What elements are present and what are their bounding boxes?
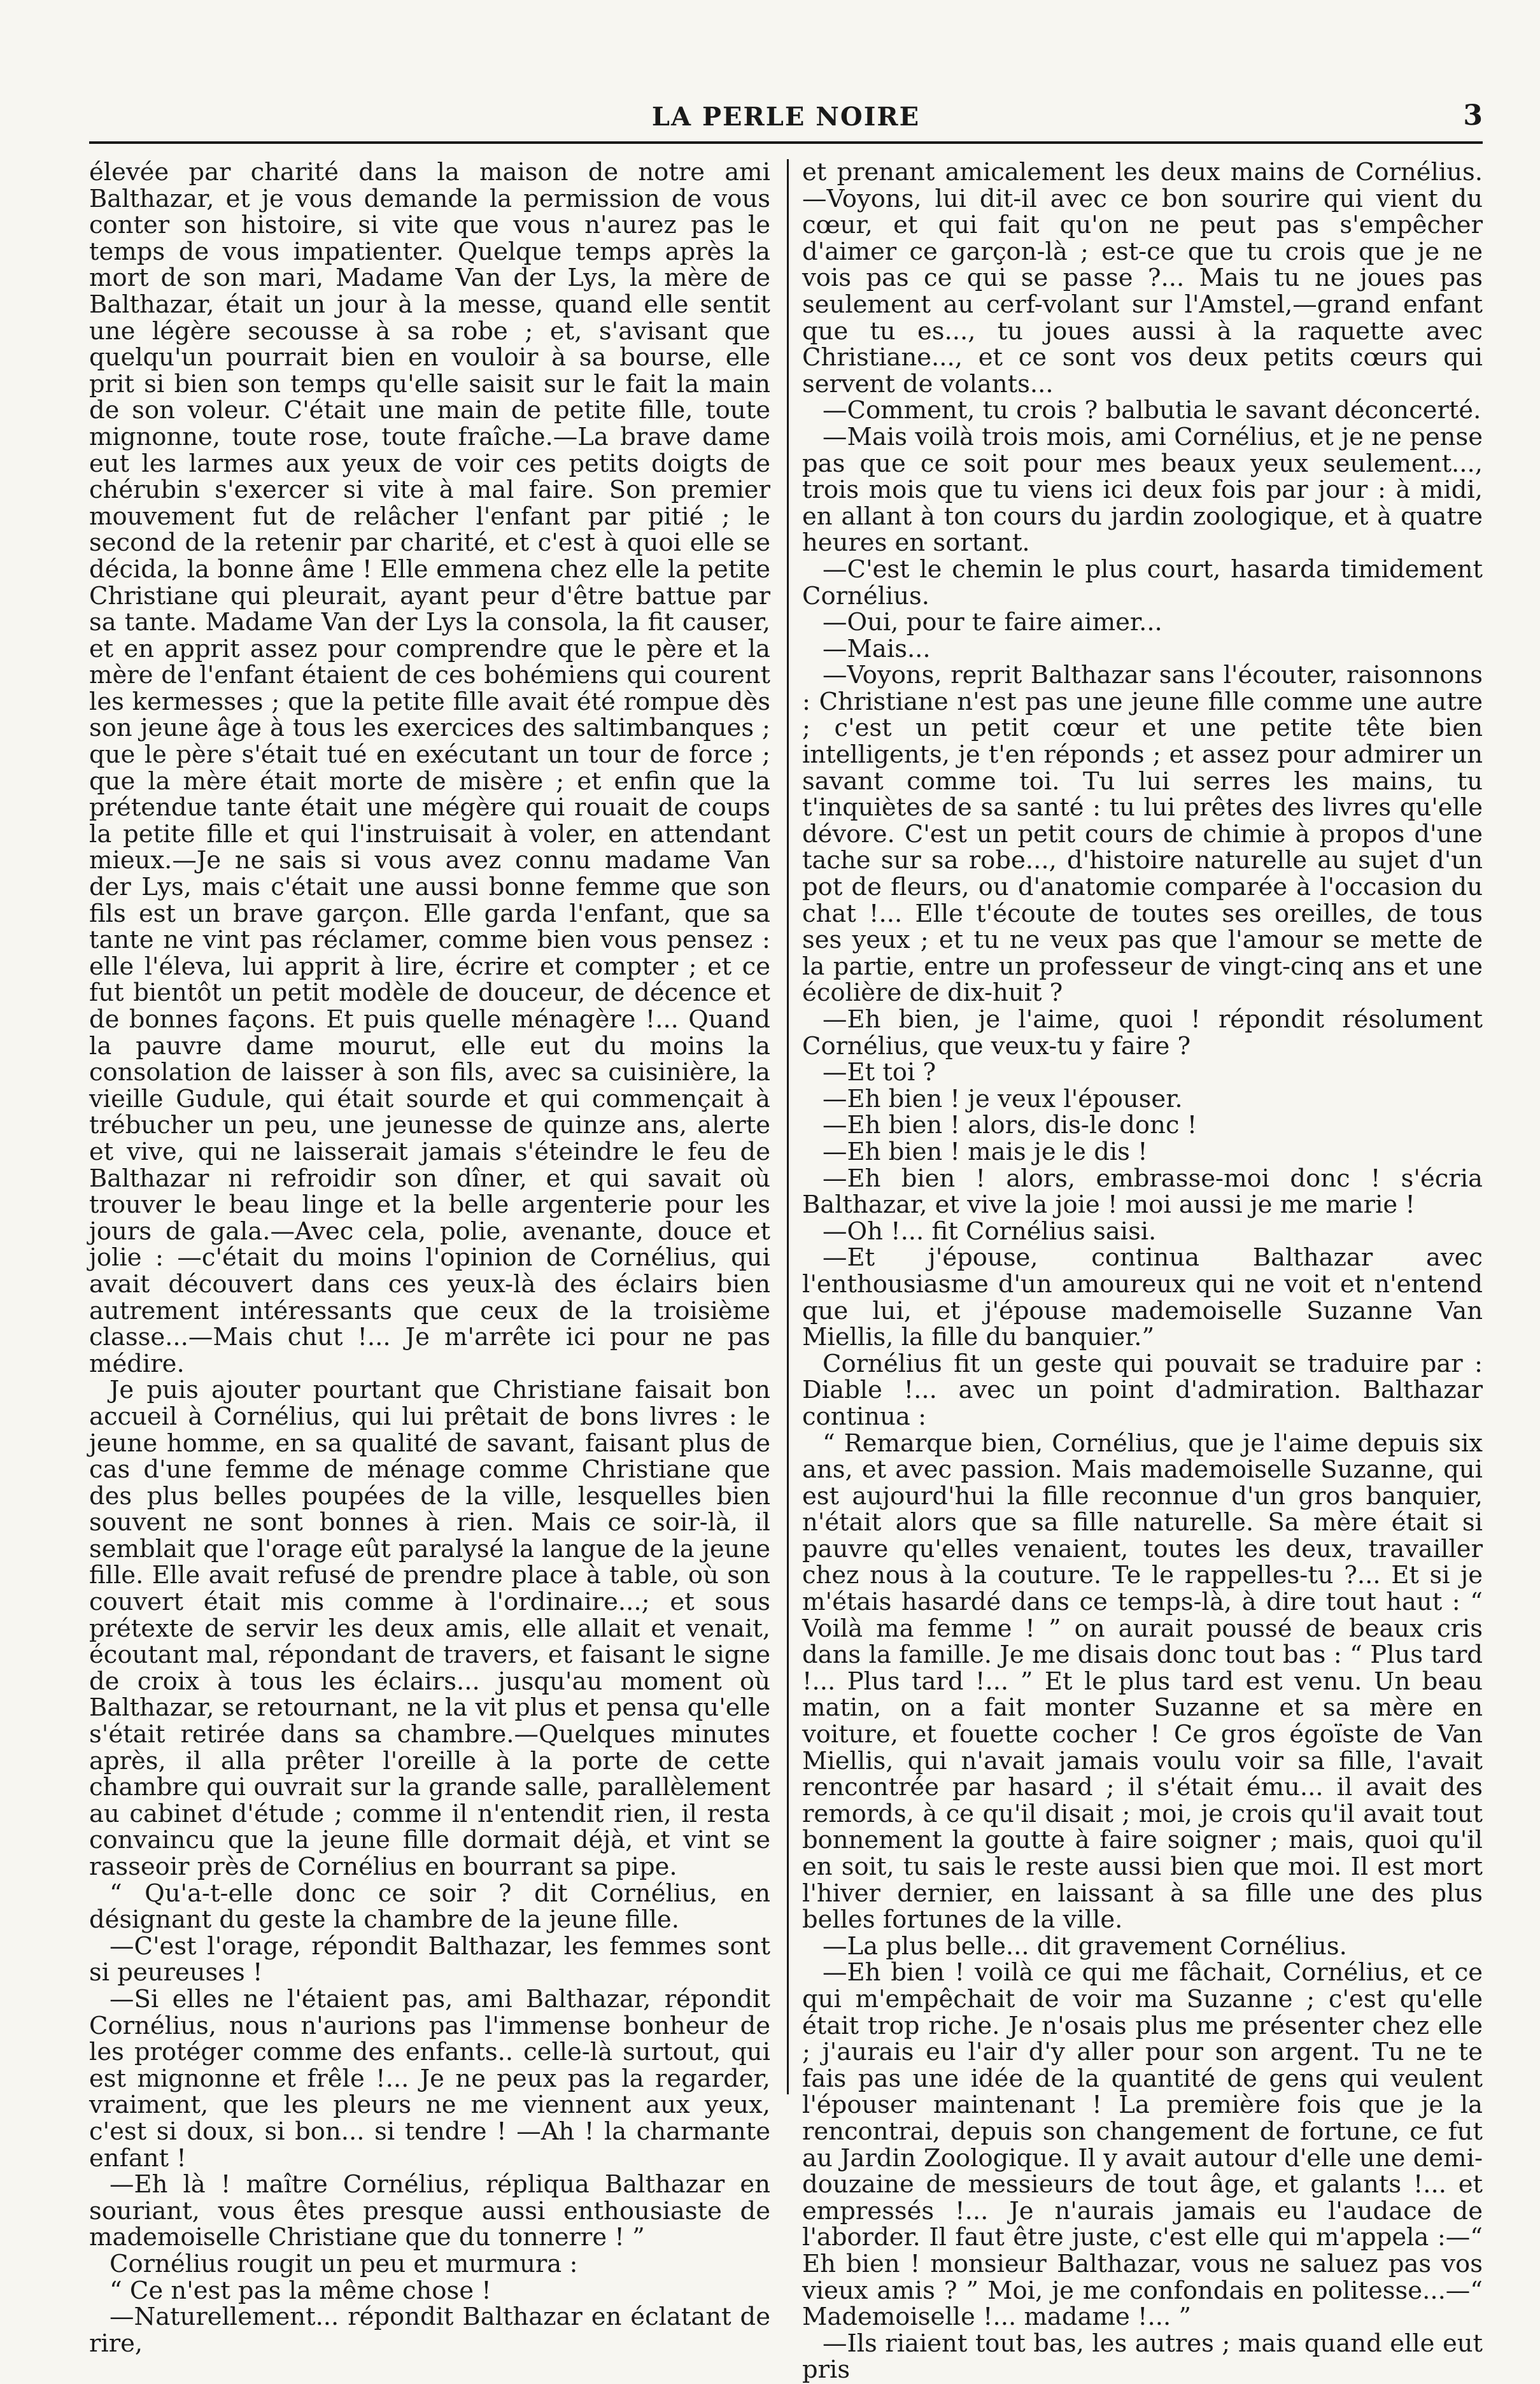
paragraph: “ Ce n'est pas la même chose ! [109, 2276, 491, 2305]
paragraph: —Et j'épouse, continua Balthazar avec l'enthousiasme d'un amoureux qui ne voit et n'entend que lui, et j'épouse mademoiselle Suzanne Van Miellis, la fille du banquier.” [802, 1243, 1483, 1352]
paragraph: Cornélius rougit un peu et murmura : [109, 2249, 578, 2278]
paragraph: —Eh là ! maître Cornélius, répliqua Balthazar en souriant, vous êtes presque aussi enthousiaste de mademoiselle Christiane que du tonnerre ! ” [89, 2170, 770, 2252]
paragraph: —Eh bien ! je veux l'épouser. [823, 1084, 1183, 1113]
paragraph: —Mais voilà trois mois, ami Cornélius, et je ne pense pas que ce soit pour mes beaux yeux seulement..., trois mois que tu viens ici deux fois par jour : à midi, en allant à ton cours du jardin zoologique, et à quatre heures en sortant. [802, 422, 1483, 558]
paragraph: —La plus belle... dit gravement Cornélius. [823, 1931, 1347, 1961]
paragraph: —Naturellement... répondit Balthazar en éclatant de rire, [89, 2303, 770, 2358]
paragraph: —Voyons, reprit Balthazar sans l'écouter, raisonnons : Christiane n'est pas une jeune fille comme une autre ; c'est un petit cœur et une petite tête bien intelligents, je t'en réponds ; et assez pour admirer un savant comme toi. Tu lui serres les mains, tu t'inquiètes de sa santé : tu lui prêtes des livres qu'elle dévore. C'est un petit cours de chimie à propos d'une tache sur sa robe..., d'histoire naturelle au sujet d'un pot de fleurs, ou d'anatomie comparée à l'occasion du chat !... Elle t'écoute de toutes ses oreilles, de tous ses yeux ; et tu ne veux pas que l'amour se mette de la partie, entre un professeur de vingt-cinq ans et une écolière de dix-huit ? [802, 661, 1483, 1008]
paragraph: —Mais... [823, 634, 931, 663]
left-column [89, 158, 770, 2358]
page-header [89, 95, 1483, 140]
paragraph: élevée par charité dans la maison de notre ami Balthazar, et je vous demande la permission de vous conter son histoire, si vite que vous n'aurez pas le temps de vous impatienter. Quelque temps après la mort de son mari, Madame Van der Lys, la mère de Balthazar, était un jour à la messe, quand elle sentit une légère secousse à sa robe ; et, s'avisant que quelqu'un pourrait bien en vouloir à sa bourse, elle prit si bien son temps qu'elle saisit sur le fait la main de son voleur. C'était une main de petite fille, toute mignonne, toute rose, toute fraîche.—La brave dame eut les larmes aux yeux de voir ces petits doigts de chérubin s'exercer si vite à mal faire. Son premier mouvement fut de relâcher l'enfant par pitié ; le second de la retenir par charité, et c'est à quoi elle se décida, la bonne âme ! Elle emmena chez elle la petite Christiane qui pleurait, ayant peur d'être battue par sa tante. Madame Van der Lys la consola, la fit causer, et en apprit assez pour comprendre que le père et la mère de l'enfant étaient de ces bohémiens qui courent les kermesses ; que la petite fille avait été rompue dès son jeune âge à tous les exercices des saltimbanques ; que le père s'était tué en exécutant un tour de force ; que la mère était morte de misère ; et enfin que la prétendue tante était une mégère qui rouait de coups la petite fille et qui l'instruisait à voler, en attendant mieux.—Je ne sais si vous avez connu madame Van der Lys, mais c'était une aussi bonne femme que son fils est un brave garçon. Elle garda l'enfant, que sa tante ne vint pas réclamer, comme bien vous pensez : elle l'éleva, lui apprit à lire, écrire et compter ; et ce fut bientôt un petit modèle de douceur, de décence et de bonnes façons. Et puis quelle ménagère !... Quand la pauvre dame mourut, elle eut du moins la consolation de laisser à son fils, avec sa cuisinière, la vieille Gudule, qui était sourde et qui commençait à trébucher un peu, une jeunesse de quinze ans, alerte et vive, qui ne laisserait jamais s'éteindre le feu de Balthazar ni refroidir son dîner, et qui savait où trouver le beau linge et la belle argenterie pour les jours de gala.—Avec cela, polie, avenante, douce et jolie : —c'était du moins l'opinion de Cornélius, qui avait découvert dans ces yeux-là des éclairs bien autrement intéressants que ceux de la troisième classe...—Mais chut !... Je m'arrête ici pour ne pas médire. [89, 158, 770, 1378]
paragraph: —C'est l'orage, répondit Balthazar, les femmes sont si peureuses ! [89, 1931, 770, 1987]
page-number: 3 [1463, 99, 1483, 132]
paragraph: —Eh bien ! alors, dis-le donc ! [823, 1111, 1197, 1140]
header-rule [89, 141, 1483, 144]
right-column [802, 158, 1483, 2384]
paragraph: —Et toi ? [823, 1058, 936, 1087]
paragraph: Cornélius fit un geste qui pouvait se traduire par : Diable !... avec un point d'admiration. Balthazar continua : [802, 1349, 1483, 1431]
paragraph: —Si elles ne l'étaient pas, ami Balthazar, répondit Cornélius, nous n'aurions pas l'immense bonheur de les protéger comme des enfants.. celle-là surtout, qui est mignonne et frêle !... Je ne peux pas la regarder, vraiment, que les pleurs ne me viennent aux yeux, c'est si doux, si bon... si tendre ! —Ah ! la charmante enfant ! [89, 1984, 770, 2173]
paragraph: “ Qu'a-t-elle donc ce soir ? dit Cornélius, en désignant du geste la chambre de la jeune fille. [89, 1879, 770, 1935]
paragraph: et prenant amicalement les deux mains de Cornélius.—Voyons, lui dit-il avec ce bon sourire qui vient du cœur, et qui fait qu'on ne peut pas s'empêcher d'aimer ce garçon-là ; est-ce que tu crois que je ne vois pas ce qui se passe ?... Mais tu ne joues pas seulement au cerf-volant sur l'Amstel,—grand enfant que tu es..., tu joues aussi à la raquette avec Christiane..., et ce sont vos deux petits cœurs qui servent de volants... [802, 158, 1483, 399]
paragraph: —Eh bien ! mais je le dis ! [823, 1137, 1148, 1166]
paragraph: —Eh bien, je l'aime, quoi ! répondit résolument Cornélius, que veux-tu y faire ? [802, 1005, 1483, 1061]
running-title: LA PERLE NOIRE [651, 102, 921, 132]
paragraph: “ Remarque bien, Cornélius, que je l'aime depuis six ans, et avec passion. Mais mademoiselle Suzanne, qui est aujourd'hui la fille reconnue d'un gros banquier, n'était alors que sa fille naturelle. Sa mère était si pauvre qu'elles venaient, toutes les deux, travailler chez nous à la couture. Te le rappelles-tu ?... Et si je m'étais hasardé dans ce temps-là, à dire tout haut : “ Voilà ma femme ! ” on aurait poussé de beaux cris dans la famille. Je me disais donc tout bas : “ Plus tard !... Plus tard !... ” Et le plus tard est venu. Un beau matin, on a fait monter Suzanne et sa mère en voiture, et fouette cocher ! Ce gros égoïste de Van Miellis, qui n'avait jamais voulu voir sa fille, l'avait rencontrée par hasard ; il s'était ému... il avait des remords, à ce qu'il disait ; moi, je crois qu'il avait tout bonnement la goutte à faire soigner ; mais, quoi qu'il en soit, tu sais le reste aussi bien que moi. Il est mort l'hiver dernier, en laissant à sa fille une des plus belles fortunes de la ville. [802, 1428, 1483, 1935]
paragraph: —Oh !... fit Cornélius saisi. [823, 1217, 1157, 1246]
paragraph: —Oui, pour te faire aimer... [823, 608, 1162, 637]
paragraph: —Eh bien ! alors, embrasse-moi donc ! s'écria Balthazar, et vive la joie ! moi aussi je me marie ! [802, 1164, 1483, 1220]
column-divider [787, 159, 789, 2094]
paragraph: —Ils riaient tout bas, les autres ; mais quand elle eut pris [802, 2329, 1483, 2384]
paragraph: Je puis ajouter pourtant que Christiane faisait bon accueil à Cornélius, qui lui prêtait de bons livres : le jeune homme, en sa qualité de savant, faisant plus de cas d'une femme de ménage comme Christiane que des plus belles poupées de la ville, lesquelles bien souvent ne sont bonnes à rien. Mais ce soir-là, il semblait que l'orage eût paralysé la langue de la jeune fille. Elle avait refusé de prendre place à table, où son couvert était mis comme à l'ordinaire...; et sous prétexte de servir les deux amis, elle allait et venait, écoutant mal, répondant de travers, et faisant le signe de croix à tous les éclairs... jusqu'au moment où Balthazar, se retournant, ne la vit plus et pensa qu'elle s'était retirée dans sa chambre.—Quelques minutes après, il alla prêter l'oreille à la porte de cette chambre qui ouvrait sur la grande salle, parallèlement au cabinet d'étude ; comme il n'entendit rien, il resta convaincu que la jeune fille dormait déjà, et vint se rasseoir près de Cornélius en bourrant sa pipe. [89, 1376, 770, 1881]
paragraph: —Comment, tu crois ? balbutia le savant déconcerté. [823, 396, 1481, 425]
paragraph: —Eh bien ! voilà ce qui me fâchait, Cornélius, et ce qui m'empêchait de voir ma Suzanne ; c'est qu'elle était trop riche. Je n'osais plus me présenter chez elle ; j'aurais eu l'air d'y aller pour son argent. Tu ne te fais pas une idée de la quantité de gens qui veulent l'épouser maintenant ! La première fois que je la rencontrai, depuis son changement de fortune, ce fut au Jardin Zoologique. Il y avait autour d'elle une demi-douzaine de messieurs de tout âge, et galants !... et empressés !... Je n'aurais jamais eu l'audace de l'aborder. Il faut être juste, c'est elle qui m'appela :—“ Eh bien ! monsieur Balthazar, vous ne saluez pas vos vieux amis ? ” Moi, je me confondais en politesse...—“ Mademoiselle !... madame !... ” [802, 1958, 1483, 2332]
paragraph: —C'est le chemin le plus court, hasarda timidement Cornélius. [802, 554, 1483, 610]
